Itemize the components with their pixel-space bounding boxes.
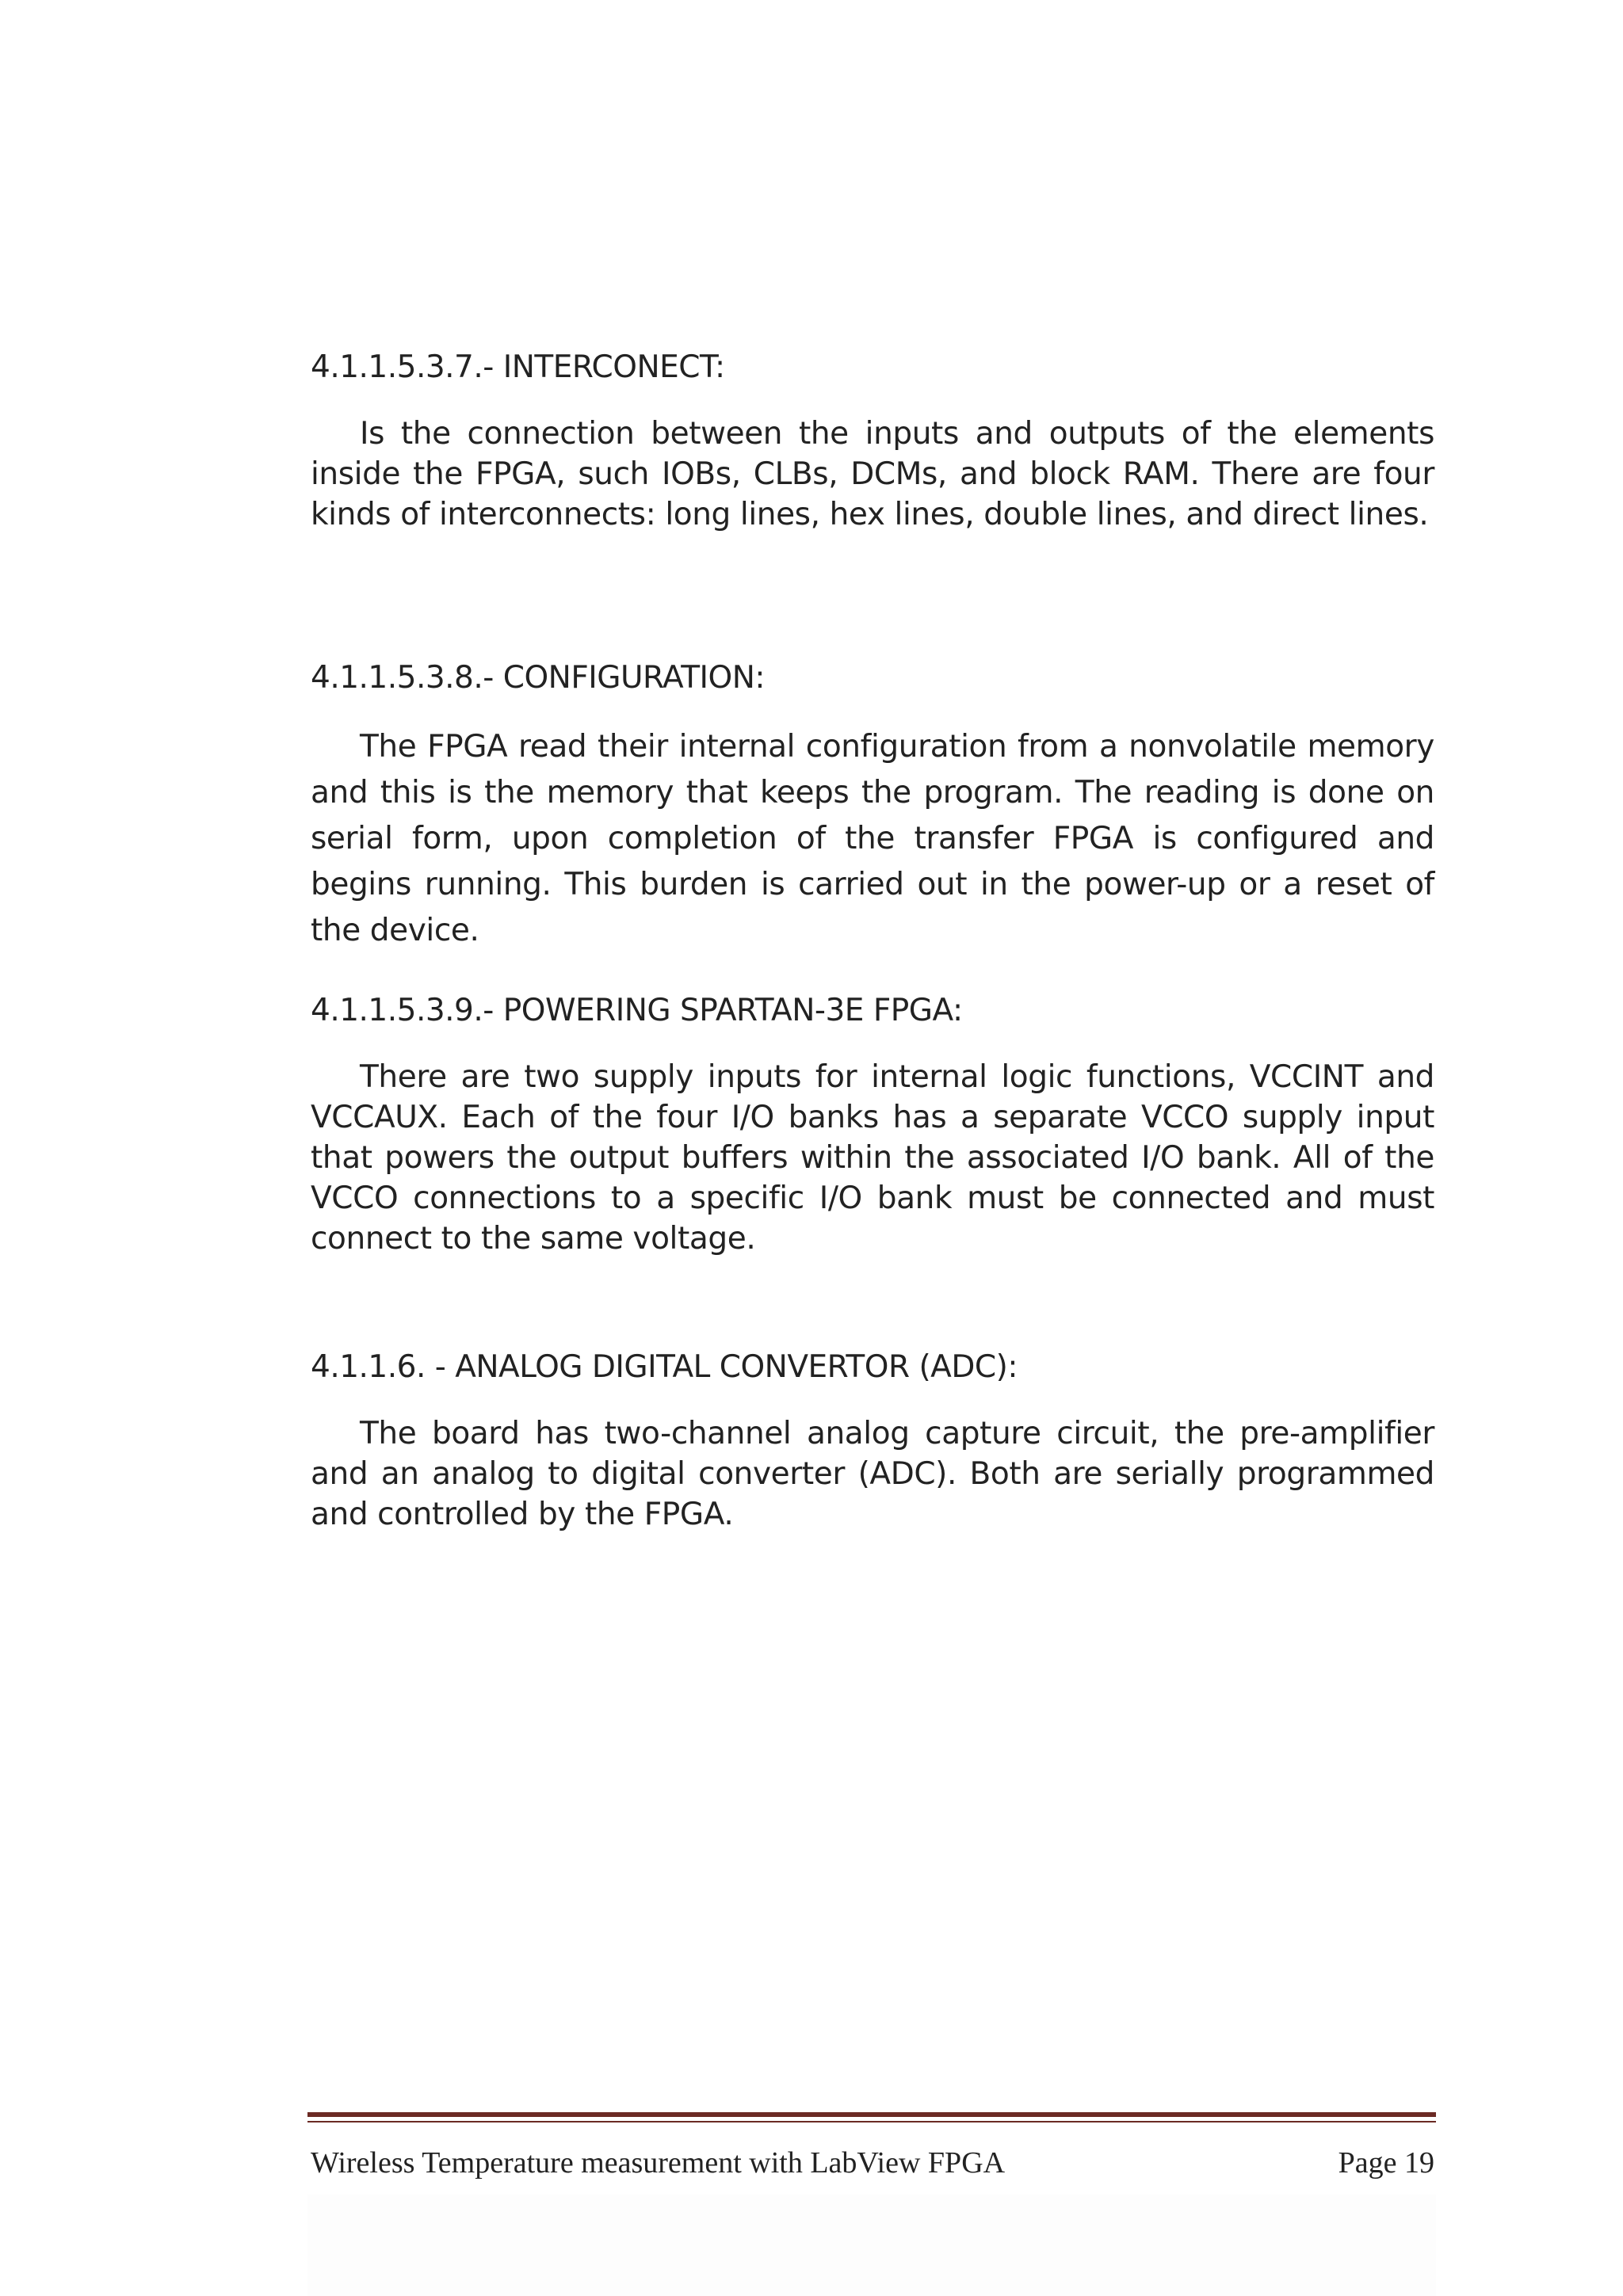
section-interconnect [311, 347, 1434, 535]
footer-rule [307, 2112, 1436, 2117]
section-paragraph: Is the connection between the inputs and outputs of the elements inside the FPGA, such IOBs, CLBs, DCMs, and block RAM. There are four kinds of interconnects: long lines, hex lines, double lines, and direct lines. [311, 416, 1434, 532]
section-configuration [311, 658, 1434, 954]
section-paragraph: The FPGA read their internal configuration from a nonvolatile memory and this is the memory that keeps the program. The reading is done on serial form, upon completion of the transfer FPGA is configured and begins running. This burden is carried out in the power-up or a reset of the device. [311, 729, 1434, 948]
page-number: Page 19 [1338, 2146, 1434, 2180]
footer-title: Wireless Temperature measurement with LabView FPGA [311, 2146, 1006, 2180]
section-adc [311, 1347, 1434, 1535]
section-heading: 4.1.1.6. - ANALOG DIGITAL CONVERTOR (ADC): [311, 1349, 1018, 1385]
section-heading: 4.1.1.5.3.9.- POWERING SPARTAN-3E FPGA: [311, 993, 963, 1028]
section-paragraph: The board has two-channel analog capture circuit, the pre-amplifier and an analog to digital converter (ADC). Both are serially programmed and controlled by the FPGA. [311, 1416, 1434, 1532]
footer-rule-secondary [307, 2121, 1436, 2122]
section-heading: 4.1.1.5.3.8.- CONFIGURATION: [311, 660, 766, 696]
section-paragraph: There are two supply inputs for internal logic functions, VCCINT and VCCAUX. Each of the four I/O banks has a separate VCCO supply input that powers the output buffers within the associated I/O bank. All of the VCCO connections to a specific I/O bank must be connected and must connect to the same voltage. [311, 1059, 1434, 1257]
section-heading: 4.1.1.5.3.7.- INTERCONECT: [311, 349, 725, 385]
section-powering [311, 990, 1434, 1259]
footer-shade [307, 2195, 1436, 2296]
